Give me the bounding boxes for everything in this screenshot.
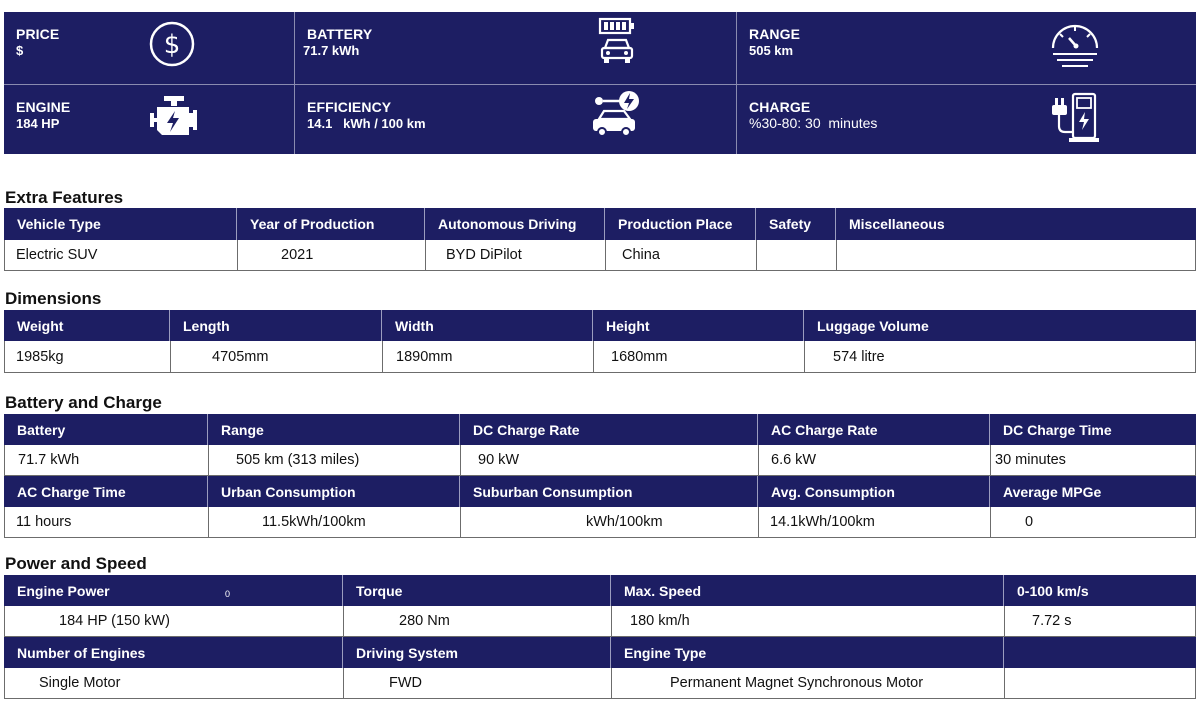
- battery-car-icon: [597, 16, 637, 70]
- dollar-icon: [148, 20, 196, 68]
- efficiency-label: EFFICIENCY: [307, 99, 392, 115]
- section-title-dimensions: Dimensions: [5, 289, 102, 308]
- power-and-speed-table: [4, 575, 1196, 699]
- cell-number-of-engines: Single Motor: [5, 668, 344, 698]
- header-ac-charge-rate: AC Charge Rate: [758, 414, 990, 445]
- cell-driving-system: FWD: [344, 668, 612, 698]
- table-row: [4, 445, 1196, 476]
- section-title-battery-and-charge: Battery and Charge: [5, 393, 162, 412]
- svg-text:$: $: [163, 30, 181, 60]
- dimensions-table: [4, 310, 1196, 373]
- header-engine-type: Engine Type: [611, 637, 1004, 668]
- header-year-of-production: Year of Production: [237, 208, 425, 240]
- cell-vehicle-type: Electric SUV: [5, 240, 238, 270]
- summary-panel: [4, 12, 1196, 154]
- cell-ac-charge-time: 11 hours: [5, 507, 209, 537]
- price-cell: [4, 12, 294, 84]
- engine-value: 184 HP: [16, 116, 60, 131]
- table-row: [4, 507, 1196, 538]
- header-battery: Battery: [4, 414, 208, 445]
- cell-weight: 1985kg: [5, 341, 171, 372]
- header-range: Range: [208, 414, 460, 445]
- cell-safety: [757, 240, 837, 270]
- range-value: 505 km: [749, 43, 794, 58]
- cell-dc-charge-rate: 90 kW: [461, 445, 759, 475]
- cell-torque: 280 Nm: [344, 606, 612, 636]
- battery-cell: [295, 12, 736, 84]
- table-row: [4, 668, 1196, 699]
- cell-year-of-production: 2021: [238, 240, 426, 270]
- header-suburban-consumption: Suburban Consumption: [460, 476, 758, 507]
- header-0-100: 0-100 km/s: [1017, 582, 1089, 599]
- cell-luggage-volume: 574 litre: [805, 341, 1196, 372]
- header-engine-power: [4, 575, 343, 606]
- cell-engine-power: 184 HP (150 kW): [5, 606, 344, 636]
- table-header-row: [4, 310, 1196, 341]
- engine-icon: [148, 93, 200, 139]
- cell-average-mpge: 0: [991, 507, 1196, 537]
- header-production-place: Production Place: [605, 208, 756, 240]
- cell-miscellaneous: [837, 240, 1196, 270]
- charge-cell: [737, 85, 1196, 154]
- header-ac-charge-time: AC Charge Time: [4, 476, 208, 507]
- table-header-row: [4, 208, 1196, 240]
- header-driving-system: Driving System: [343, 637, 611, 668]
- header-max-speed: Max. Speed: [611, 575, 1004, 606]
- table-row: [4, 341, 1196, 373]
- cell-empty: [1005, 668, 1196, 698]
- cell-range: 505 km (313 miles): [209, 445, 461, 475]
- header-width: Width: [382, 310, 593, 341]
- cell-avg-consumption: 14.1kWh/100km: [759, 507, 991, 537]
- header-miscellaneous: Miscellaneous: [849, 216, 945, 232]
- extra-features-table: [4, 208, 1196, 271]
- speedometer-icon: [1049, 18, 1101, 70]
- header-torque: Torque: [343, 575, 611, 606]
- engine-label: ENGINE: [16, 99, 71, 115]
- header-weight: Weight: [4, 310, 170, 341]
- battery-label: BATTERY: [307, 26, 373, 42]
- table-row: [4, 240, 1196, 271]
- efficiency-cell: [295, 85, 736, 154]
- header-dc-charge-rate: DC Charge Rate: [460, 414, 758, 445]
- header-vehicle-type: Vehicle Type: [4, 208, 237, 240]
- header-length: Length: [170, 310, 382, 341]
- section-title-extra-features: Extra Features: [5, 188, 124, 207]
- cell-0-100: 7.72 s: [1005, 606, 1196, 636]
- cell-engine-type: Permanent Magnet Synchronous Motor: [612, 668, 1005, 698]
- table-header-row: [4, 637, 1196, 668]
- header-avg-consumption: Avg. Consumption: [758, 476, 990, 507]
- battery-and-charge-table: [4, 414, 1196, 538]
- cell-urban-consumption: 11.5kWh/100km: [209, 507, 461, 537]
- engine-cell: [4, 85, 294, 154]
- header-engine-power-label: Engine Power: [17, 582, 110, 599]
- table-header-row: [4, 575, 1196, 606]
- header-urban-consumption: Urban Consumption: [208, 476, 460, 507]
- header-empty: [1004, 637, 1196, 668]
- electric-car-icon: [589, 89, 641, 145]
- header-safety: Safety: [756, 208, 836, 240]
- section-title-power-and-speed: Power and Speed: [5, 554, 147, 573]
- cell-autonomous-driving: BYD DiPilot: [426, 240, 606, 270]
- cell-suburban-consumption: kWh/100km: [461, 507, 759, 537]
- header-average-mpge: Average MPGe: [1003, 483, 1102, 500]
- cell-height: 1680mm: [594, 341, 805, 372]
- header-number-of-engines: Number of Engines: [4, 637, 343, 668]
- charge-value: %30-80: 30 minutes: [749, 115, 878, 131]
- charging-station-icon: [1049, 90, 1101, 146]
- cell-max-speed: 180 km/h: [612, 606, 1005, 636]
- table-row: [4, 606, 1196, 637]
- battery-value: 71.7 kWh: [303, 43, 360, 58]
- price-label: PRICE: [16, 26, 60, 42]
- range-cell: [737, 12, 1196, 84]
- stray-mark: 0: [225, 589, 231, 599]
- charge-label: CHARGE: [749, 99, 811, 115]
- cell-dc-charge-time: 30 minutes: [991, 445, 1196, 475]
- cell-production-place: China: [606, 240, 757, 270]
- header-autonomous-driving: Autonomous Driving: [425, 208, 605, 240]
- efficiency-value: 14.1 kWh / 100 km: [307, 116, 426, 131]
- price-value: $: [16, 43, 24, 58]
- cell-width: 1890mm: [383, 341, 594, 372]
- cell-battery: 71.7 kWh: [5, 445, 209, 475]
- cell-ac-charge-rate: 6.6 kW: [759, 445, 991, 475]
- header-dc-charge-time: DC Charge Time: [1003, 421, 1112, 438]
- table-header-row: [4, 476, 1196, 507]
- cell-length: 4705mm: [171, 341, 383, 372]
- header-height: Height: [593, 310, 804, 341]
- range-label: RANGE: [749, 26, 801, 42]
- header-luggage-volume: Luggage Volume: [817, 317, 929, 334]
- table-header-row: [4, 414, 1196, 445]
